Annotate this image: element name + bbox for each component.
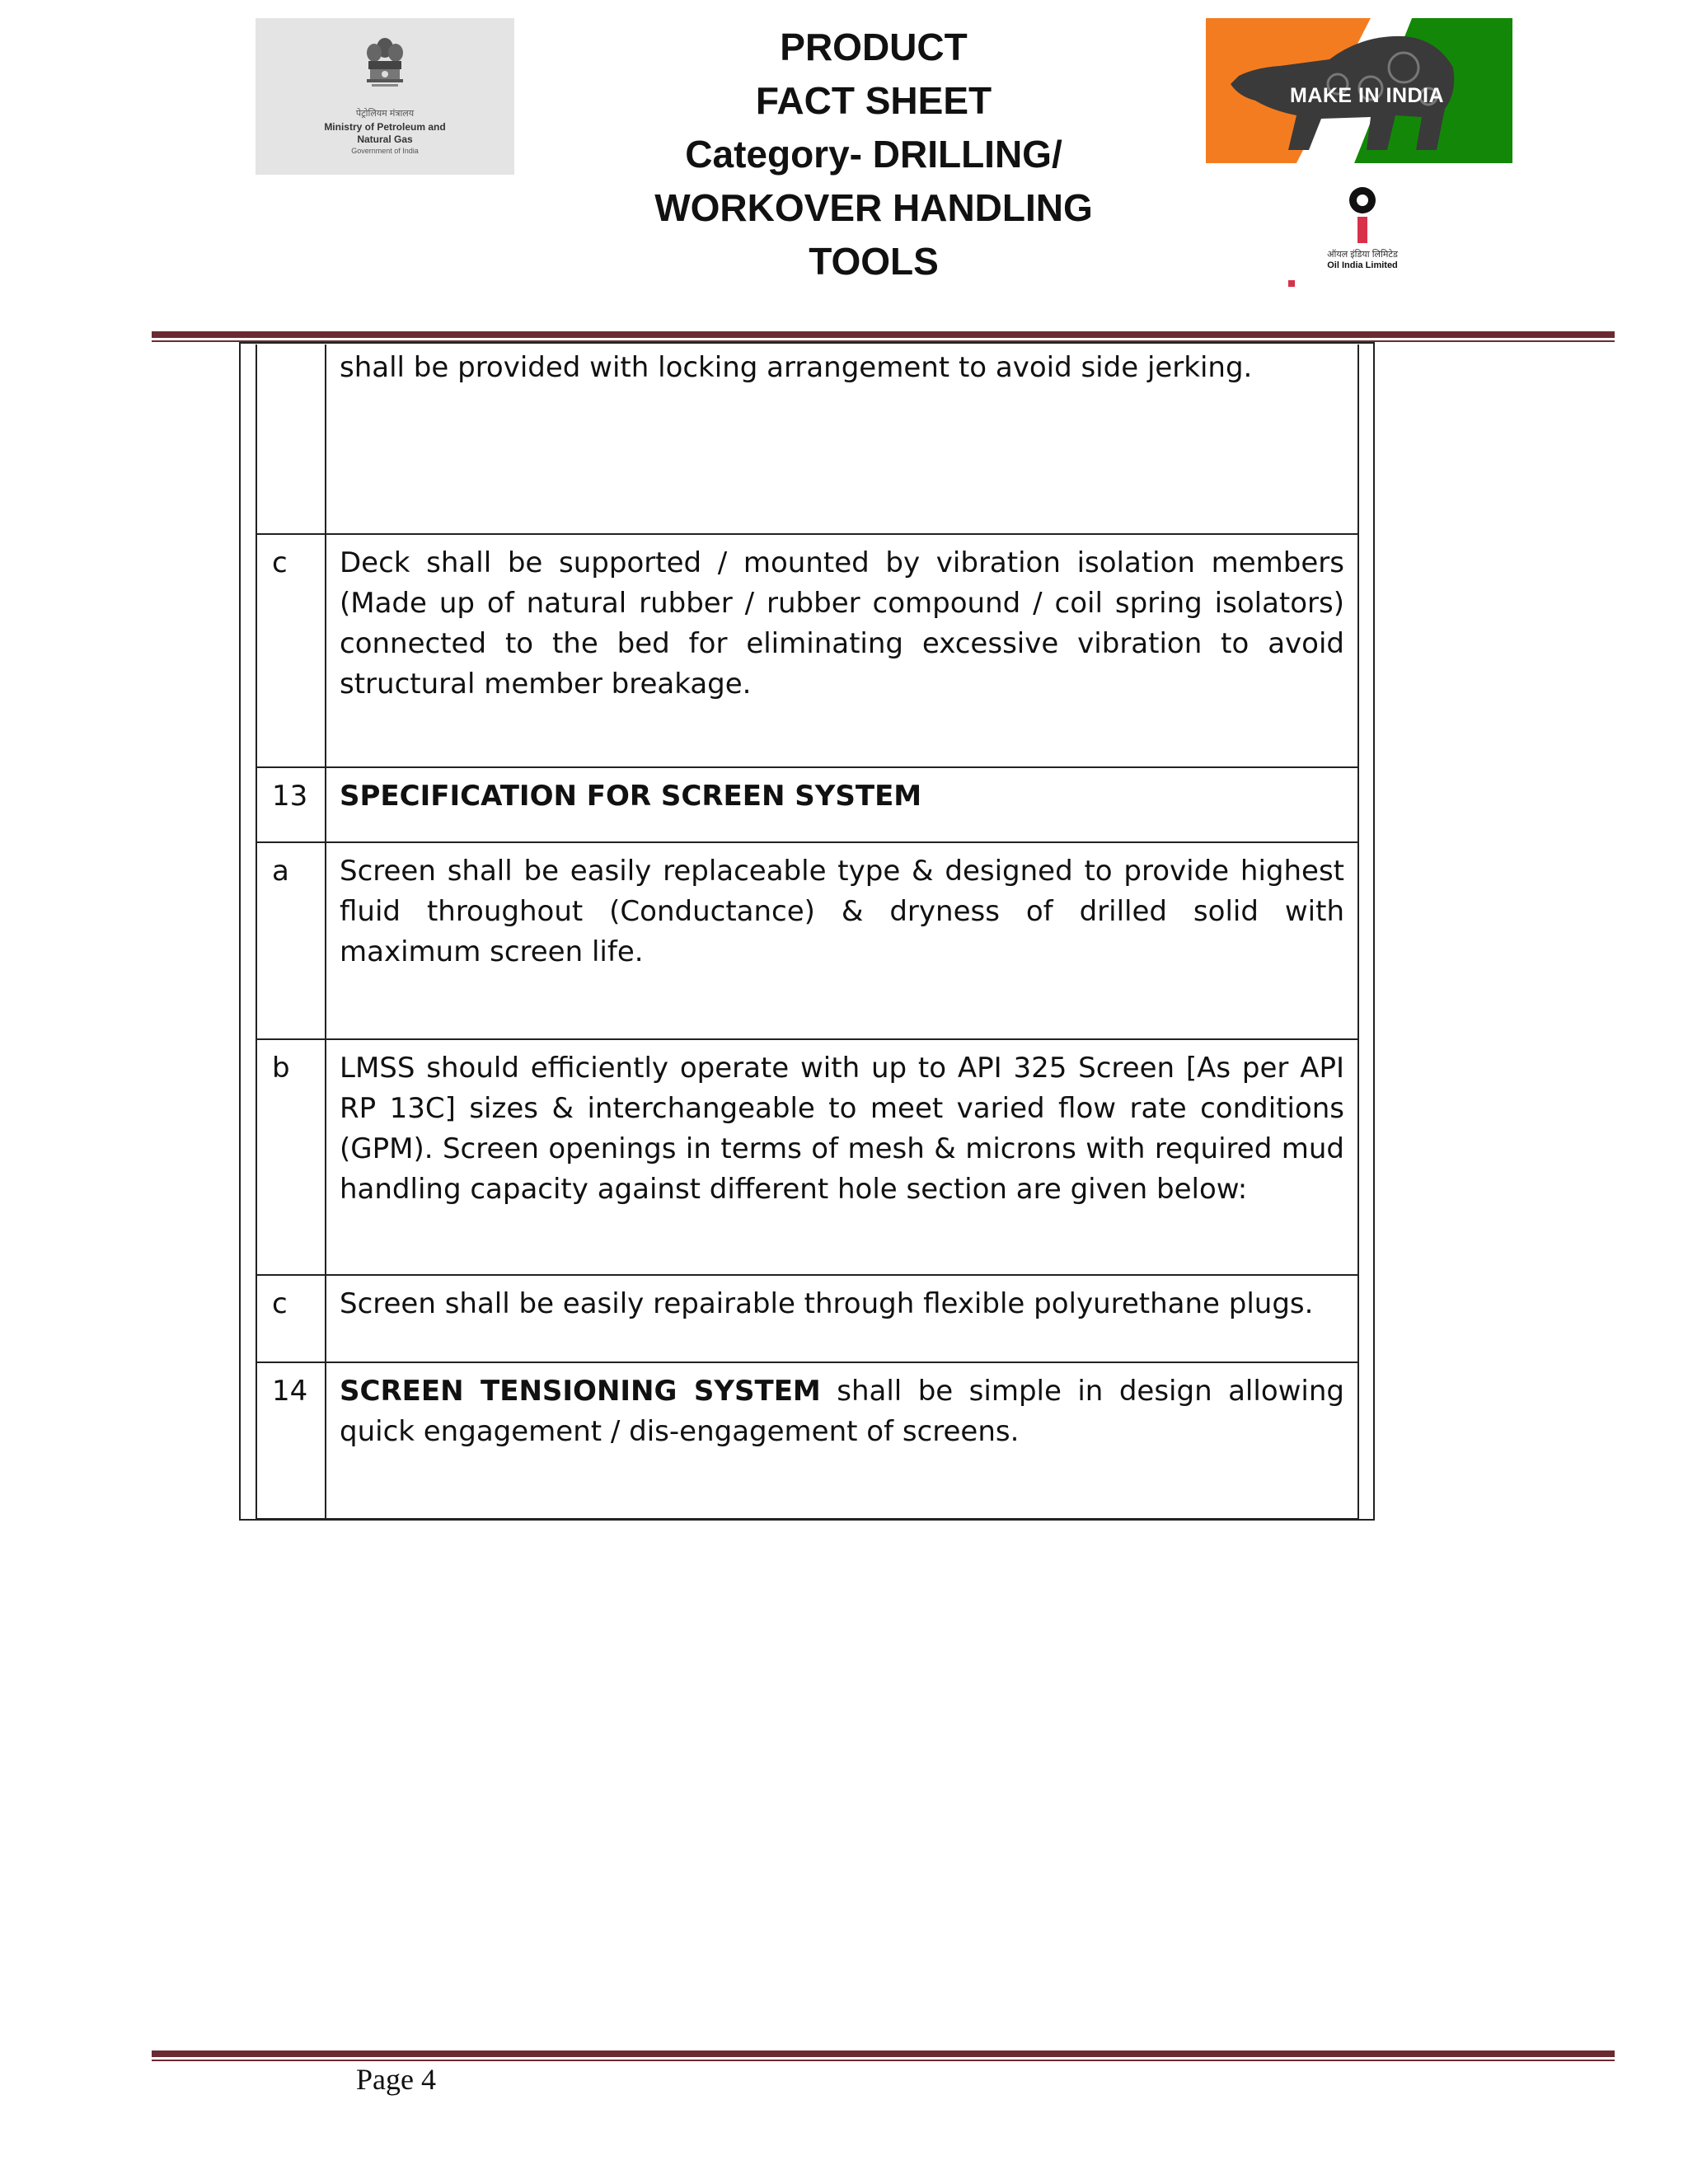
table-row: [256, 1362, 1358, 1519]
title-line-1: PRODUCT: [780, 26, 968, 68]
make-in-india-logo: [1206, 18, 1512, 163]
row-number: 13: [256, 767, 326, 842]
row-number: b: [256, 1039, 326, 1275]
section-heading: SCREEN TENSIONING SYSTEM: [340, 1375, 821, 1408]
specification-table: [256, 344, 1359, 1520]
row-text: Screen shall be easily repairable through flexible polyurethane plugs.: [326, 1275, 1358, 1362]
title-line-4: WORKOVER HANDLING: [654, 186, 1093, 229]
ministry-hindi-text: पेट्रोलियम मंत्रालय: [355, 109, 415, 119]
row-text: LMSS should efficiently operate with up to API 325 Screen [As per API RP 13C] sizes & interchangeable to meet varied flow rate conditions (GPM). Screen openings in terms of mesh & microns with required mud handling capacity against different hole section are given below:: [326, 1039, 1358, 1275]
oil-india-drop-icon: [1342, 185, 1383, 245]
title-line-5: TOOLS: [809, 240, 939, 283]
row-text: [326, 1362, 1358, 1519]
title-line-2: FACT SHEET: [755, 79, 992, 122]
table-row: [256, 534, 1358, 767]
page-title: [626, 21, 1121, 288]
oil-india-name-text: Oil India Limited: [1327, 260, 1398, 270]
row-number: a: [256, 842, 326, 1039]
title-line-3: Category- DRILLING/: [685, 133, 1062, 176]
national-emblem-icon: [360, 35, 410, 105]
table-row: [256, 1039, 1358, 1275]
row-number: 14: [256, 1362, 326, 1519]
ministry-logo: [256, 18, 514, 175]
ministry-name-text: Ministry of Petroleum and Natural Gas: [324, 121, 446, 145]
row-number: [256, 344, 326, 534]
section-heading: SPECIFICATION FOR SCREEN SYSTEM: [326, 767, 1358, 842]
oil-india-hindi-text: ऑयल इंडिया लिमिटेड: [1327, 250, 1398, 260]
table-row: [256, 767, 1358, 842]
row-text: Deck shall be supported / mounted by vibration isolation members (Made up of natural rubber / rubber compound / coil spring isolators) connected to the bed for eliminating excessive vibration to avoid structural member breakage.: [326, 534, 1358, 767]
table-row: [256, 842, 1358, 1039]
red-dot-mark: [1288, 280, 1295, 287]
row-text: Screen shall be easily replaceable type & designed to provide highest fluid throughout (Conductance) & dryness of drilled solid with maximum screen life.: [326, 842, 1358, 1039]
row-number: c: [256, 534, 326, 767]
oil-india-logo: [1317, 185, 1408, 276]
footer-rule: [152, 2050, 1615, 2061]
table-row: [256, 1275, 1358, 1362]
make-in-india-text: MAKE IN INDIA: [1290, 84, 1445, 107]
table-row: [256, 344, 1358, 534]
row-text: shall be provided with locking arrangement to avoid side jerking.: [326, 344, 1358, 534]
row-text-rest: shall be simple in design allowing quick engagement / dis-engagement of screens.: [340, 1375, 1345, 1448]
row-number: c: [256, 1275, 326, 1362]
header-rule: [152, 331, 1615, 342]
page-number: Page 4: [356, 2063, 436, 2096]
government-text: Government of India: [351, 147, 419, 155]
